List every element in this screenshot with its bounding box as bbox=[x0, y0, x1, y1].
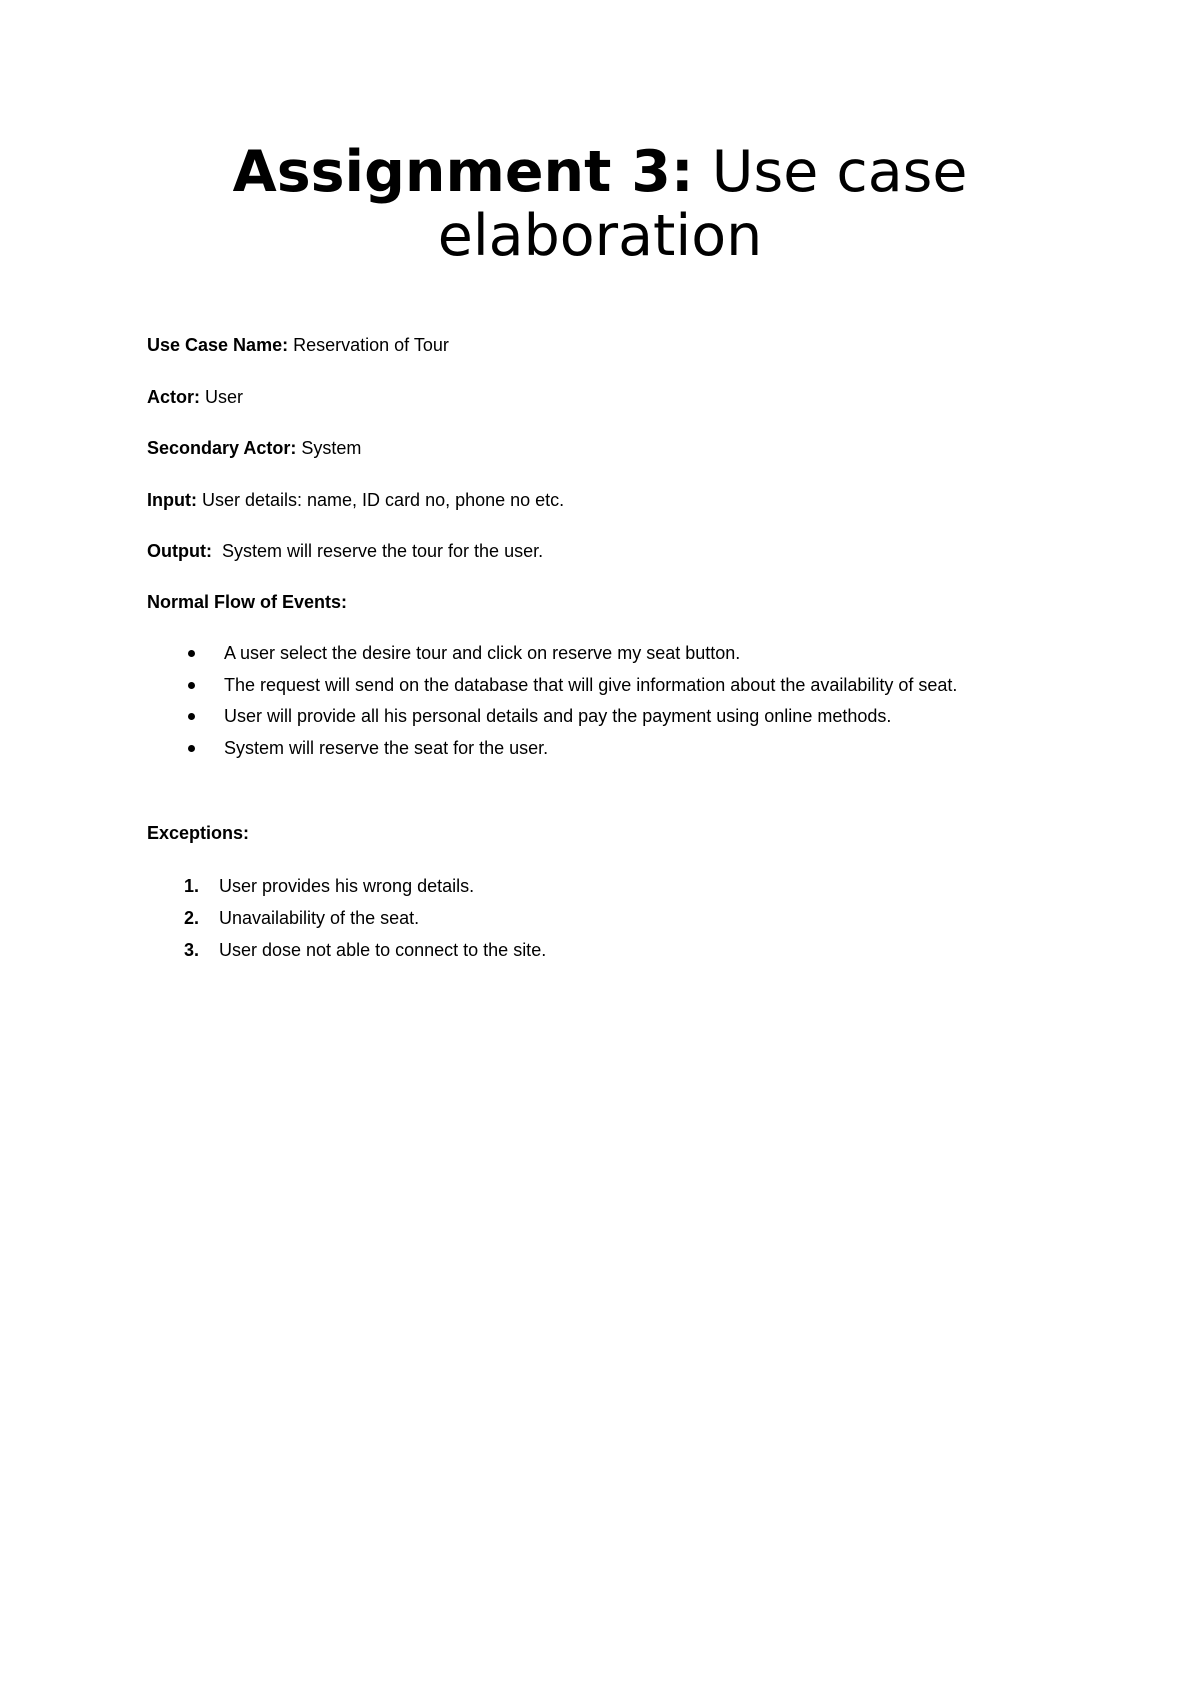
bullet-icon bbox=[188, 713, 195, 720]
list-item-text: User provides his wrong details. bbox=[219, 876, 475, 896]
title-bold-part: Assignment 3: bbox=[232, 139, 694, 205]
actor-label: Actor: bbox=[147, 387, 200, 407]
title-rest-line1: Use case bbox=[693, 139, 968, 205]
list-item bbox=[147, 870, 1047, 902]
list-number: 1. bbox=[184, 876, 200, 896]
use-case-name-field bbox=[147, 333, 449, 357]
page-title bbox=[0, 140, 1200, 268]
list-item bbox=[147, 670, 1047, 702]
input-value: User details: name, ID card no, phone no etc. bbox=[196, 490, 565, 510]
input-field bbox=[147, 488, 564, 512]
list-item bbox=[147, 934, 1047, 966]
bullet-icon bbox=[188, 682, 195, 689]
list-item-text: Unavailability of the seat. bbox=[219, 908, 420, 928]
list-item bbox=[147, 902, 1047, 934]
list-number: 3. bbox=[184, 940, 200, 960]
list-item bbox=[147, 733, 1047, 765]
list-number: 2. bbox=[184, 908, 200, 928]
exceptions-heading bbox=[147, 821, 249, 845]
output-value: System will reserve the tour for the user. bbox=[211, 541, 544, 561]
normal-flow-list bbox=[147, 638, 1047, 764]
actor-value: User bbox=[200, 387, 244, 407]
list-item bbox=[147, 638, 1047, 670]
bullet-icon bbox=[188, 745, 195, 752]
use-case-name-label: Use Case Name: bbox=[147, 335, 289, 355]
secondary-actor-value: System bbox=[296, 438, 362, 458]
normal-flow-heading-text: Normal Flow of Events: bbox=[147, 592, 348, 612]
list-item-text: A user select the desire tour and click on reserve my seat button. bbox=[224, 643, 741, 663]
bullet-icon bbox=[188, 650, 195, 657]
list-item-text: User dose not able to connect to the site. bbox=[219, 940, 547, 960]
list-item-text: System will reserve the seat for the user. bbox=[224, 737, 549, 758]
list-item-text: User will provide all his personal details and pay the payment using online methods. bbox=[224, 706, 892, 726]
secondary-actor-label: Secondary Actor: bbox=[147, 438, 297, 458]
normal-flow-heading bbox=[147, 590, 347, 614]
output-label: Output: bbox=[147, 541, 212, 561]
exceptions-list bbox=[147, 870, 1047, 966]
actor-field bbox=[147, 385, 243, 409]
exceptions-heading-text: Exceptions: bbox=[147, 823, 250, 843]
secondary-actor-field bbox=[147, 436, 361, 460]
list-item bbox=[147, 701, 1047, 733]
use-case-name-value: Reservation of Tour bbox=[288, 335, 449, 355]
title-rest-line2: elaboration bbox=[437, 203, 763, 269]
output-field bbox=[147, 539, 543, 563]
list-item-text: The request will send on the database that will give information about the availability of seat. bbox=[224, 674, 958, 695]
input-label: Input: bbox=[147, 490, 197, 510]
